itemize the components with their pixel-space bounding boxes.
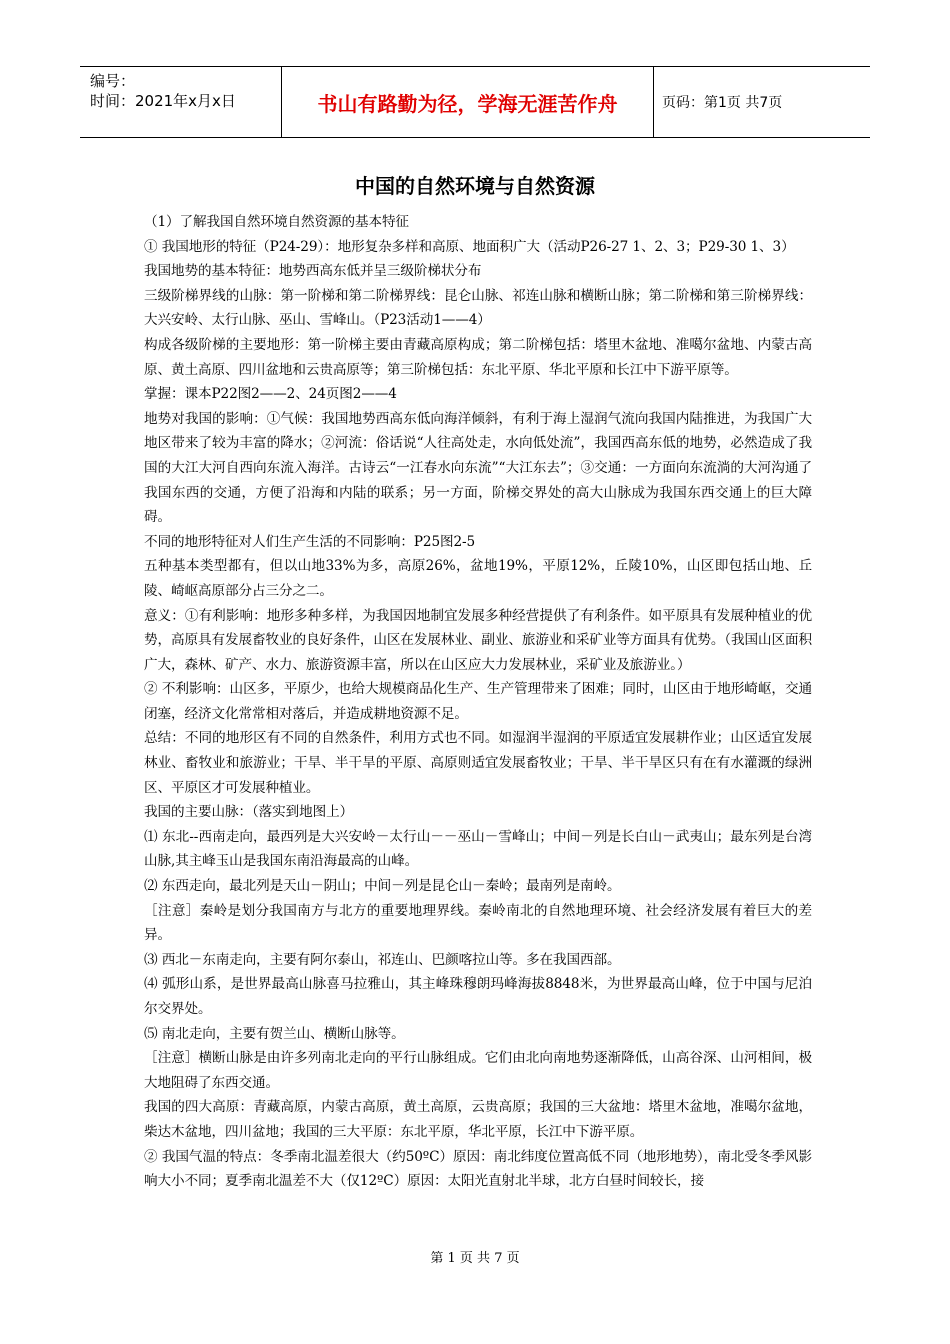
- paragraph: ［注意］横断山脉是由许多列南北走向的平行山脉组成。它们由北向南地势逐渐降低，山高谷深、山河相间，极大地阻碍了东西交通。: [144, 1050, 812, 1091]
- paragraph: 意义：①有利影响：地形多种多样，为我国因地制宜发展多种经营提供了有利条件。如平原具有发展种植业的优势，高原具有发展畜牧业的良好条件，山区在发展林业、副业、旅游业和采矿业等方面具有优势。（我国山区面积广大，森林、矿产、水力、旅游资源丰富，所以在山区应大力发展林业，采矿业及旅游业。）: [144, 607, 812, 673]
- paragraph: 总结：不同的地形区有不同的自然条件，利用方式也不同。如湿润半湿润的平原适宜发展耕作业；山区适宜发展林业、畜牧业和旅游业；干旱、半干旱的平原、高原则适宜发展畜牧业；干旱、半干旱区只有在有水灌溉的绿洲区、平原区才可发展种植业。: [144, 730, 812, 796]
- paragraph: ⑶ 西北－东南走向，主要有阿尔泰山，祁连山、巴颜喀拉山等。多在我国西部。: [144, 951, 621, 968]
- header-page-info: 页码：第1页 共7页: [662, 95, 783, 111]
- paragraph: ⑴ 东北--西南走向，最西列是大兴安岭－太行山－－巫山－雪峰山；中间－列是长白山－武夷山；最东列是台湾山脉,其主峰玉山是我国东南沿海最高的山峰。: [144, 828, 812, 870]
- header-code-label: 编号：: [90, 72, 136, 90]
- paragraph: 我国的主要山脉：（落实到地图上）: [144, 804, 354, 821]
- header-motto: 书山有路勤为径，学海无涯苦作舟: [282, 67, 654, 137]
- paragraph: 我国的四大高原：青藏高原，内蒙古高原，黄土高原，云贵高原；我国的三大盆地：塔里木盆地，准噶尔盆地，柴达木盆地，四川盆地；我国的三大平原：东北平原，华北平原，长江中下游平原。: [144, 1099, 812, 1140]
- paragraph: ⑵ 东西走向，最北列是天山－阴山；中间－列是昆仑山－秦岭；最南列是南岭。: [144, 878, 621, 895]
- page-header: [80, 66, 870, 138]
- paragraph: ① 我国地形的特征（P24-29）：地形复杂多样和高原、地面积广大（活动P26-27 1、2、3；P29-30 1、3）: [144, 238, 795, 255]
- paragraph: 五种基本类型都有，但以山地33%为多，高原26%，盆地19%，平原12%，丘陵10%，山区即包括山地、丘陵、崎岖高原部分占三分之二。: [144, 558, 812, 599]
- header-meta: [80, 67, 282, 137]
- paragraph: ［注意］秦岭是划分我国南方与北方的重要地理界线。秦岭南北的自然地理环境、社会经济发展有着巨大的差异。: [144, 902, 812, 944]
- paragraph: 我国地势的基本特征：地势西高东低并呈三级阶梯状分布: [144, 263, 482, 280]
- paragraph: （1）了解我国自然环境自然资源的基本特征: [144, 214, 409, 230]
- document-title: 中国的自然环境与自然资源: [355, 174, 595, 198]
- paragraph: ② 不利影响：山区多，平原少，也给大规模商品化生产、生产管理带来了困难；同时，山区由于地形崎岖，交通闭塞，经济文化常常相对落后，并造成耕地资源不足。: [144, 681, 812, 722]
- paragraph: 地势对我国的影响：①气候：我国地势西高东低向海洋倾斜，有利于海上湿润气流向我国内陆推进，为我国广大地区带来了较为丰富的降水；②河流：俗话说“人往高处走，水向低处流”，我国西高东低的地势，必然造成了我国的大江大河自西向东流入海洋。古诗云“一江春水向东流”“大江东去”；③交通：一方面向东流淌的大河沟通了我国东西的交通，方便了沿海和内陆的联系；另一方面，阶梯交界处的高大山脉成为我国东西交通上的巨大障碍。: [144, 410, 812, 526]
- paragraph: 掌握：课本P22图2——2、24页图2——4: [144, 386, 397, 403]
- paragraph: 不同的地形特征对人们生产生活的不同影响：P25图2-5: [144, 533, 476, 550]
- page-footer: 第 1 页 共 7 页: [430, 1251, 520, 1266]
- document-body: [144, 210, 812, 1194]
- paragraph: 三级阶梯界线的山脉：第一阶梯和第二阶梯界线：昆仑山脉、祁连山脉和横断山脉；第二阶梯和第三阶梯界线：大兴安岭、太行山脉、巫山、雪峰山。（P23活动1——4）: [144, 287, 812, 329]
- paragraph: ② 我国气温的特点：冬季南北温差很大（约50ºC）原因：南北纬度位置高低不同（地形地势），南北受冬季风影响大小不同；夏季南北温差不大（仅12ºC）原因：太阳光直射北半球，北方白昼时间较长，接: [144, 1148, 812, 1190]
- paragraph: 构成各级阶梯的主要地形：第一阶梯主要由青藏高原构成；第二阶梯包括：塔里木盆地、准噶尔盆地、内蒙古高原、黄土高原、四川盆地和云贵高原等；第三阶梯包括：东北平原、华北平原和长江中下游平原等。: [144, 336, 812, 378]
- paragraph: ⑸ 南北走向，主要有贺兰山、横断山脉等。: [144, 1025, 405, 1042]
- header-time-label: 时间：2021年x月x日: [90, 92, 236, 110]
- paragraph: ⑷ 弧形山系，是世界最高山脉喜马拉雅山，其主峰珠穆朗玛峰海拔8848米，为世界最高山峰，位于中国与尼泊尔交界处。: [144, 976, 812, 1017]
